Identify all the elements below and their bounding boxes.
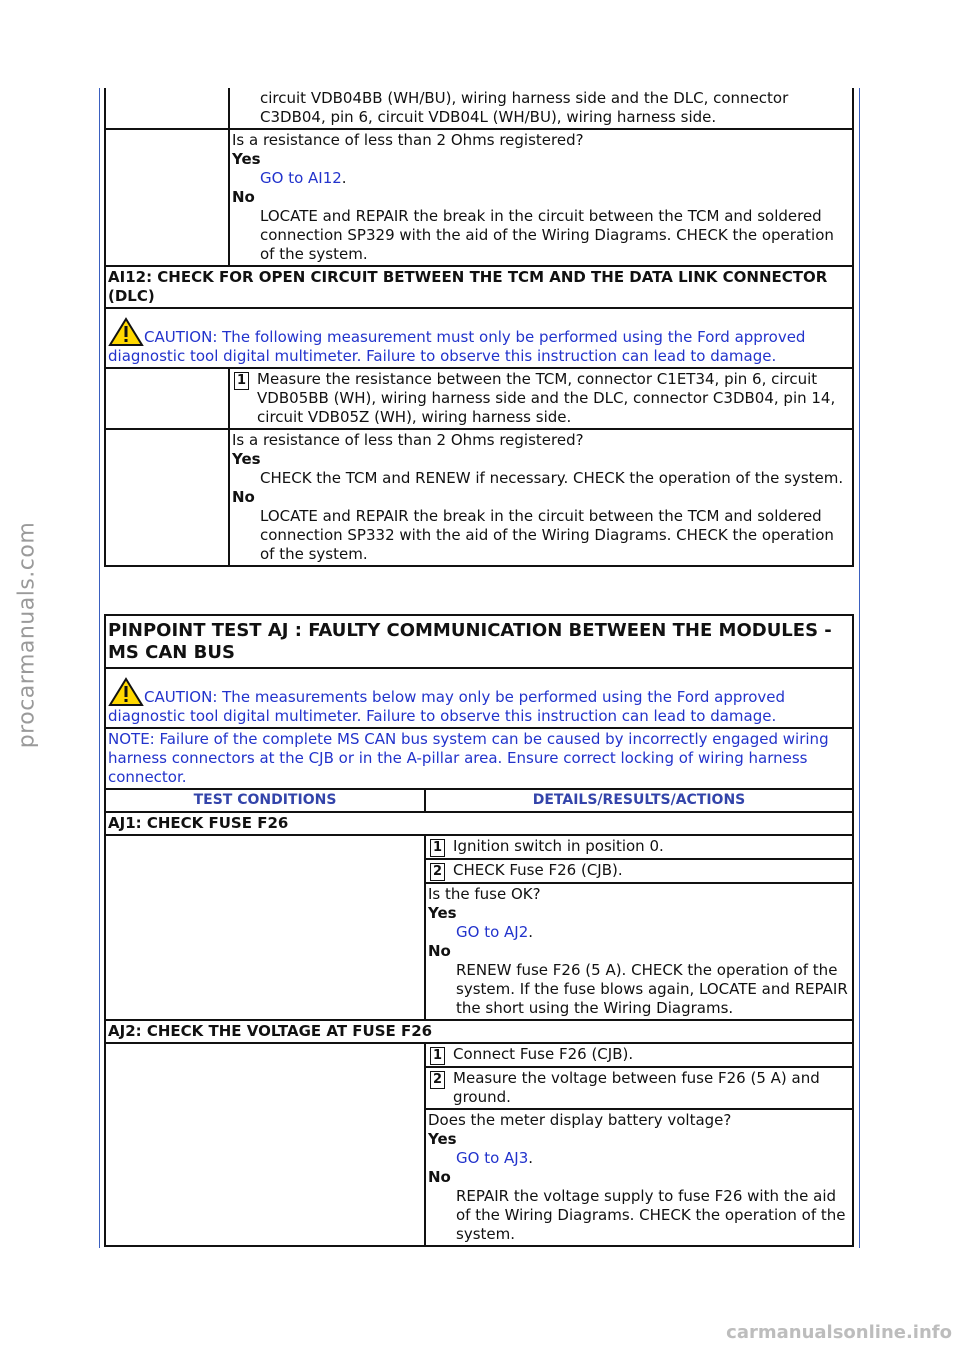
ai12-result-cell bbox=[229, 429, 853, 566]
ai11-question: Is a resistance of less than 2 Ohms registered? bbox=[232, 131, 584, 149]
ai-test-table bbox=[104, 88, 854, 567]
step-item bbox=[230, 369, 852, 428]
aj2-yes-link[interactable]: GO to AJ3 bbox=[456, 1149, 529, 1167]
step-number: 2 bbox=[430, 1071, 445, 1089]
step-number: 1 bbox=[234, 372, 249, 390]
ai12-caution: CAUTION: The following measurement must only be performed using the Ford approved diagnostic tool digital multimeter. Failure to observe this instruction can lead to damage. bbox=[105, 308, 853, 368]
ai12-no-text: LOCATE and REPAIR the break in the circuit between the TCM and soldered connection SP332 with the aid of the Wiring Diagrams. CHECK the operation of the system. bbox=[260, 507, 834, 563]
ai11-yes-label: Yes bbox=[232, 150, 261, 168]
ai11-yes-link[interactable]: GO to AI12 bbox=[260, 169, 342, 187]
aj1-steps bbox=[425, 835, 853, 883]
aj1-no-text: RENEW fuse F26 (5 A). CHECK the operation of the system. If the fuse blows again, LOCATE and REPAIR the short using the Wiring Diagrams. bbox=[456, 961, 848, 1017]
aj2-steps bbox=[425, 1043, 853, 1109]
column-header-test-conditions: TEST CONDITIONS bbox=[105, 789, 425, 812]
step-text: Measure the voltage between fuse F26 (5 A) and ground. bbox=[453, 1069, 820, 1106]
aj1-result-cell: Is the fuse OK? Yes GO to AJ2. No RENEW fuse F26 (5 A). CHECK the operation of the system. If the fuse blows again, LOCATE and REPAIR the short using the Wiring Diagrams. bbox=[425, 883, 853, 1020]
ai11-no-label: No bbox=[232, 188, 255, 206]
watermark-bottom: carmanualsonline.info bbox=[726, 1322, 952, 1343]
step-item bbox=[426, 1044, 852, 1068]
ai12-no-label: No bbox=[232, 488, 255, 506]
ai12-yes-text: CHECK the TCM and RENEW if necessary. CHECK the operation of the system. bbox=[260, 469, 844, 487]
ai12-question: Is a resistance of less than 2 Ohms registered? bbox=[232, 431, 584, 449]
step-number: 1 bbox=[430, 839, 445, 857]
watermark-left: procarmanuals.com bbox=[14, 521, 40, 749]
page-rule-left bbox=[99, 88, 100, 1248]
aj2-no-text: REPAIR the voltage supply to fuse F26 with the aid of the Wiring Diagrams. CHECK the operation of the system. bbox=[456, 1187, 846, 1243]
aj1-no-label: No bbox=[428, 942, 451, 960]
aj2-yes-label: Yes bbox=[428, 1130, 457, 1148]
ai12-yes-label: Yes bbox=[232, 450, 261, 468]
aj2-conditions-cell bbox=[105, 1043, 425, 1246]
step-item bbox=[426, 860, 852, 882]
aj1-yes-label: Yes bbox=[428, 904, 457, 922]
aj-title: PINPOINT TEST AJ : FAULTY COMMUNICATION BETWEEN THE MODULES - MS CAN BUS bbox=[105, 615, 853, 668]
aj1-yes-link[interactable]: GO to AJ2 bbox=[456, 923, 529, 941]
ai12-steps bbox=[229, 368, 853, 429]
ai12-conditions-cell bbox=[105, 368, 229, 429]
ai11-conditions-cell bbox=[105, 88, 229, 129]
ai11-result-cell: Is a resistance of less than 2 Ohms registered? Yes GO to AI12. No LOCATE and REPAIR the break in the circuit between the TCM and soldered connection SP329 with the aid of the Wiring Diagrams. CHECK the operation of the system. bbox=[229, 129, 853, 266]
step-item bbox=[426, 836, 852, 860]
step-number: 2 bbox=[430, 863, 445, 881]
step-item bbox=[426, 1068, 852, 1108]
warning-triangle-icon bbox=[108, 317, 144, 347]
aj1-title: AJ1: CHECK FUSE F26 bbox=[105, 812, 853, 835]
ai12-result-conditions-cell bbox=[105, 429, 229, 566]
ai12-title: AI12: CHECK FOR OPEN CIRCUIT BETWEEN THE TCM AND THE DATA LINK CONNECTOR (DLC) bbox=[105, 266, 853, 308]
ai11-no-text: LOCATE and REPAIR the break in the circuit between the TCM and soldered connection SP329 with the aid of the Wiring Diagrams. CHECK the operation of the system. bbox=[260, 207, 834, 263]
step-text: Measure the resistance between the TCM, connector C1ET34, pin 6, circuit VDB05BB (WH), wiring harness side and the DLC, connector C3DB04, pin 14, circuit VDB05Z (WH), wiring harness side. bbox=[257, 370, 836, 426]
ai11-step-continued: circuit VDB04BB (WH/BU), wiring harness side and the DLC, connector C3DB04, pin 6, circuit VDB04L (WH/BU), wiring harness side. bbox=[229, 88, 853, 129]
page-rule-right bbox=[859, 88, 860, 1248]
warning-triangle-icon bbox=[108, 677, 144, 707]
step-text: Connect Fuse F26 (CJB). bbox=[453, 1045, 634, 1063]
aj2-question: Does the meter display battery voltage? bbox=[428, 1111, 732, 1129]
aj1-conditions-cell bbox=[105, 835, 425, 1020]
aj-note: NOTE: Failure of the complete MS CAN bus system can be caused by incorrectly engaged wiring harness connectors at the CJB or in the A-pillar area. Ensure correct locking of wiring harness connector. bbox=[105, 728, 853, 789]
column-header-details: DETAILS/RESULTS/ACTIONS bbox=[425, 789, 853, 812]
aj-caution: CAUTION: The measurements below may only be performed using the Ford approved diagnostic tool digital multimeter. Failure to observe this instruction can lead to damage. bbox=[105, 668, 853, 728]
aj2-title: AJ2: CHECK THE VOLTAGE AT FUSE F26 bbox=[105, 1020, 853, 1043]
aj-test-table bbox=[104, 614, 854, 1247]
step-text: Ignition switch in position 0. bbox=[453, 837, 664, 855]
ai11-result-conditions-cell bbox=[105, 129, 229, 266]
aj2-no-label: No bbox=[428, 1168, 451, 1186]
aj1-question: Is the fuse OK? bbox=[428, 885, 541, 903]
step-text: CHECK Fuse F26 (CJB). bbox=[453, 861, 623, 879]
aj2-result-cell: Does the meter display battery voltage? Yes GO to AJ3. No REPAIR the voltage supply to fuse F26 with the aid of the Wiring Diagrams. CHECK the operation of the system. bbox=[425, 1109, 853, 1246]
step-number: 1 bbox=[430, 1047, 445, 1065]
